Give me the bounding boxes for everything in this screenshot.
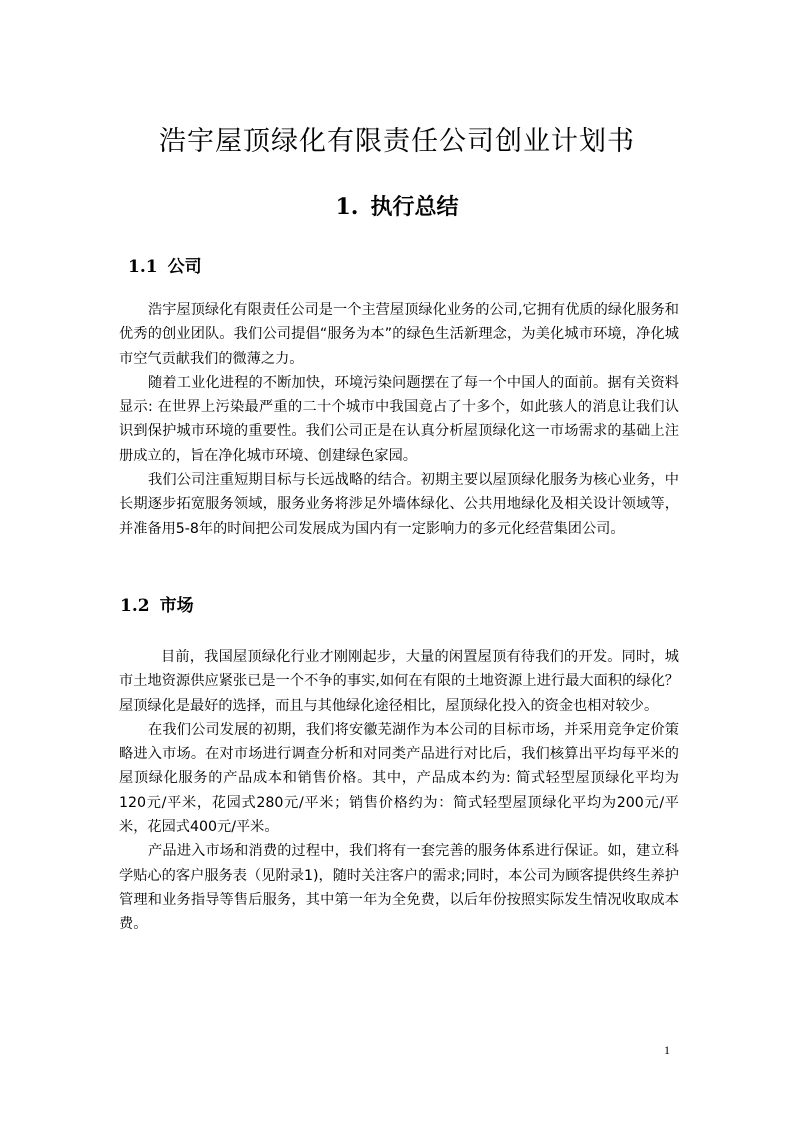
page-number: 1 <box>664 1043 670 1057</box>
company-section-body <box>119 298 679 541</box>
paragraph: 产品进入市场和消费的过程中，我们将有一套完善的服务体系进行保证。如，建立科学贴心的客户服务表（见附录1)，随时关注客户的需求;同时，本公司为顾客提供终生养护管理和业务指导等售后服务，其中第一年为全免费，以后年份按照实际发生情况收取成本费。 <box>119 843 679 933</box>
subsection-title: 公司 <box>167 257 202 277</box>
document-title: 浩宇屋顶绿化有限责任公司创业计划书 <box>159 126 635 157</box>
paragraph: 随着工业化进程的不断加快，环境污染问题摆在了每一个中国人的面前。据有关资料显示: 在世界上污染最严重的二十个城市中我国竟占了十多个，如此骇人的消息让我们认识到保护城市环境的重要性。我们公司正是在认真分析屋顶绿化这一市场需求的基础上注册成立的，旨在净化城市环境、创建绿色家园。 <box>119 374 679 464</box>
paragraph: 浩宇屋顶绿化有限责任公司是一个主营屋顶绿化业务的公司,它拥有优质的绿化服务和优秀的创业团队。我们公司提倡“服务为本”的绿色生活新理念，为美化城市环境，净化城市空气贡献我们的微薄之力。 <box>119 302 679 367</box>
market-section-body <box>119 645 679 937</box>
paragraph: 在我们公司发展的初期，我们将安徽芜湖作为本公司的目标市场，并采用竞争定价策略进入市场。在对市场进行调查分析和对同类产品进行对比后，我们核算出平均每平米的屋顶绿化服务的产品成本和销售价格。其中，产品成本约为: 简式轻型屋顶绿化平均为120元/平米，花园式280元/平米；销售价格约为：简式轻型屋顶绿化平均为200元/平米，花园式400元/平米。 <box>119 721 679 836</box>
subsection-title: 市场 <box>159 596 194 616</box>
section-heading <box>0 190 794 224</box>
subsection-heading-market <box>120 593 194 619</box>
paragraph: 我们公司注重短期目标与长远战略的结合。初期主要以屋顶绿化服务为核心业务，中长期逐步拓宽服务领域，服务业务将涉足外墙体绿化、公共用地绿化及相关设计领域等，并准备用5-8年的时间把公司发展成为国内有一定影响力的多元化经营集团公司。 <box>119 472 679 537</box>
paragraph: 目前，我国屋顶绿化行业才刚刚起步，大量的闲置屋顶有待我们的开发。同时，城市土地资源供应紧张已是一个不争的事实,如何在有限的土地资源上进行最大面积的绿化？屋顶绿化是最好的选择，而且与其他绿化途径相比，屋顶绿化投入的资金也相对较少。 <box>119 649 679 714</box>
subsection-heading-company <box>128 254 202 280</box>
section-title: 执行总结 <box>370 194 459 220</box>
subsection-number: 1.2 <box>120 596 150 616</box>
subsection-number: 1.1 <box>128 257 158 277</box>
section-number: 1. <box>335 194 359 220</box>
